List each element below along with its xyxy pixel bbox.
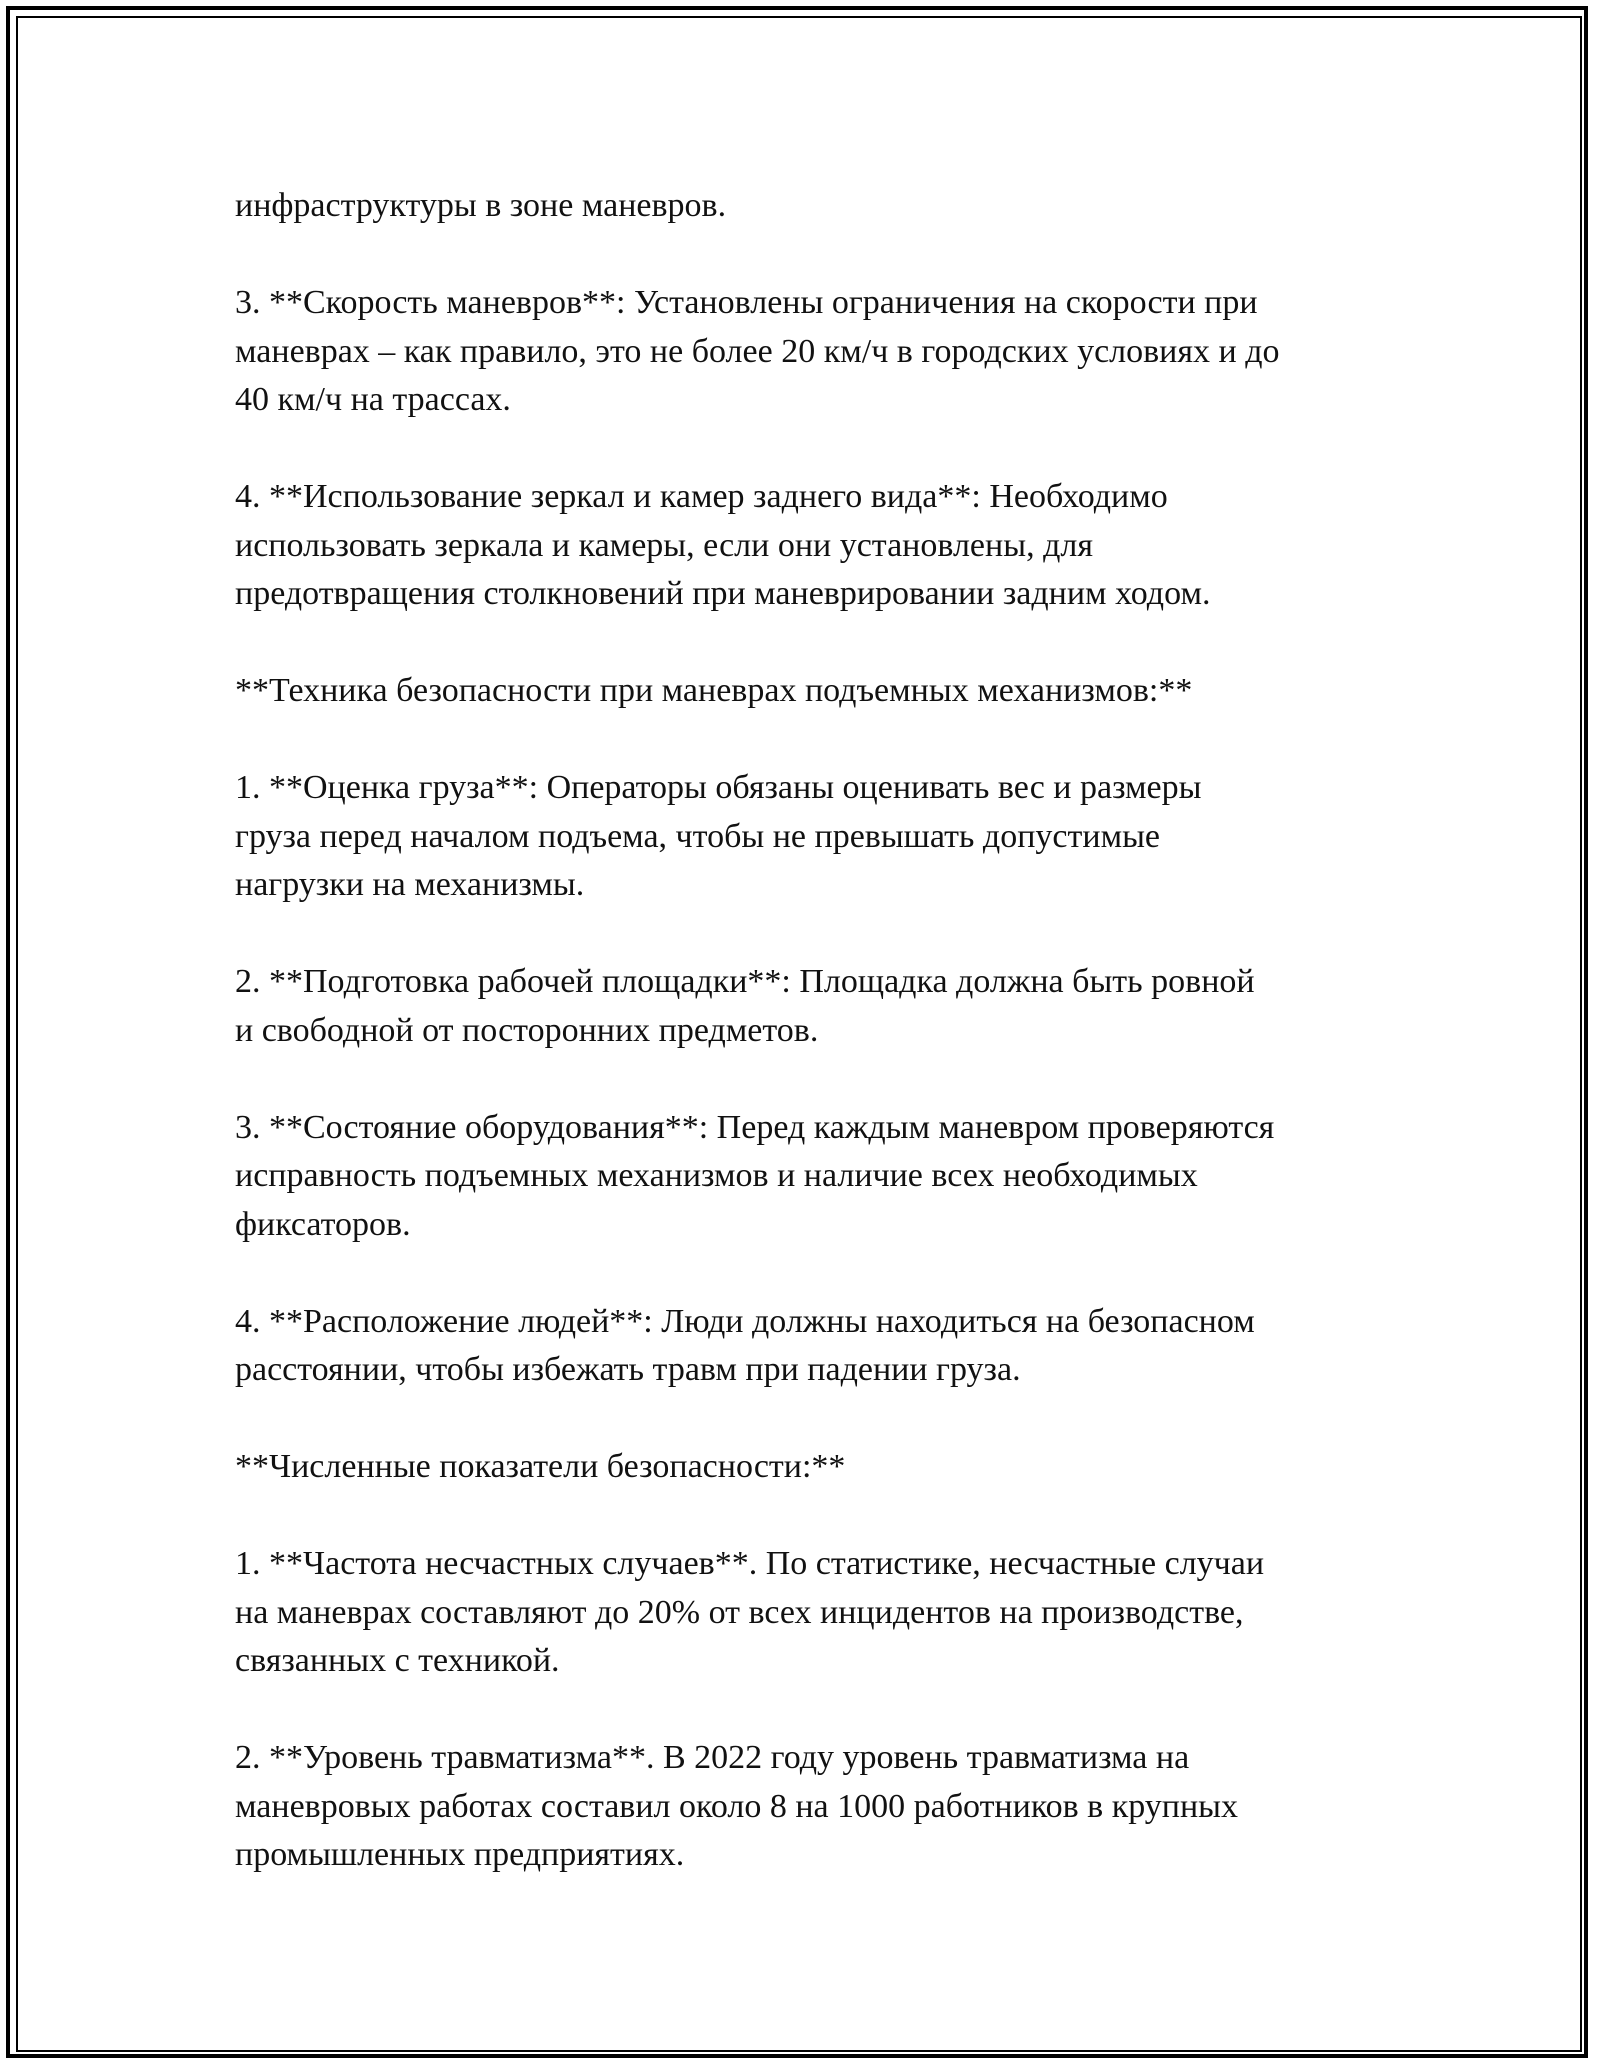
paragraph-gap [235,1249,1375,1298]
text-line: **Численные показатели безопасности:** [235,1448,846,1485]
paragraph-gap [235,716,1375,765]
text-line: связанных с техникой. [235,1642,560,1679]
paragraph-gap [235,1395,1375,1444]
paragraph-gap [235,425,1375,474]
text-line: 3. **Скорость маневров**: Установлены ограничения на скорости при [235,284,1258,321]
text-line: 4. **Расположение людей**: Люди должны находиться на безопасном [235,1302,1255,1340]
paragraph [235,1540,1375,1686]
text-line: маневровых работах составил около 8 на 1000 работников в крупных [235,1787,1239,1825]
text-line: фиксаторов. [235,1205,411,1243]
text-line: 4. **Использование зеркал и камер заднего вида**: Необходимо [235,478,1168,515]
paragraph [235,764,1375,910]
text-line: груза перед началом подъема, чтобы не превышать допустимые [235,817,1161,855]
paragraph [235,473,1375,619]
text-line: промышленных предприятиях. [235,1836,685,1873]
document-body [235,182,1375,1880]
text-line: 2. **Уровень травматизма**. В 2022 году уровень травматизма на [235,1739,1190,1776]
paragraph-gap [235,1686,1375,1735]
text-line: 2. **Подготовка рабочей площадки**: Площадка должна быть ровной [235,963,1255,1000]
text-line: **Техника безопасности при маневрах подъемных механизмов:** [235,672,1193,709]
paragraph-gap [235,1492,1375,1541]
paragraph-gap [235,619,1375,668]
paragraph [235,1298,1375,1395]
text-line: исправность подъемных механизмов и наличие всех необходимых [235,1157,1198,1194]
section-heading [235,667,1375,716]
text-line: предотвращения столкновений при маневрировании задним ходом. [235,575,1211,612]
paragraph-gap [235,910,1375,959]
text-line: расстоянии, чтобы избежать травм при падении груза. [235,1351,1021,1388]
paragraph [235,182,1375,231]
paragraph-gap [235,231,1375,280]
text-line: 1. **Оценка груза**: Операторы обязаны оценивать вес и размеры [235,769,1202,806]
paragraph [235,279,1375,425]
text-line: и свободной от посторонних предметов. [235,1011,819,1049]
text-line: 1. **Частота несчастных случаев**. По статистике, несчастные случаи [235,1545,1265,1582]
paragraph [235,1104,1375,1250]
paragraph [235,1734,1375,1880]
text-line: нагрузки на механизмы. [235,866,585,903]
text-line: маневрах – как правило, это не более 20 км/ч в городских условиях и до [235,332,1280,370]
paragraph-gap [235,1055,1375,1104]
section-heading [235,1443,1375,1492]
paragraph [235,958,1375,1055]
text-line: 3. **Состояние оборудования**: Перед каждым маневром проверяются [235,1108,1275,1146]
text-line: использовать зеркала и камеры, если они установлены, для [235,526,1093,564]
text-line: инфраструктуры в зоне маневров. [235,187,727,224]
text-line: 40 км/ч на трассах. [235,381,511,418]
text-line: на маневрах составляют до 20% от всех инцидентов на производстве, [235,1593,1244,1631]
